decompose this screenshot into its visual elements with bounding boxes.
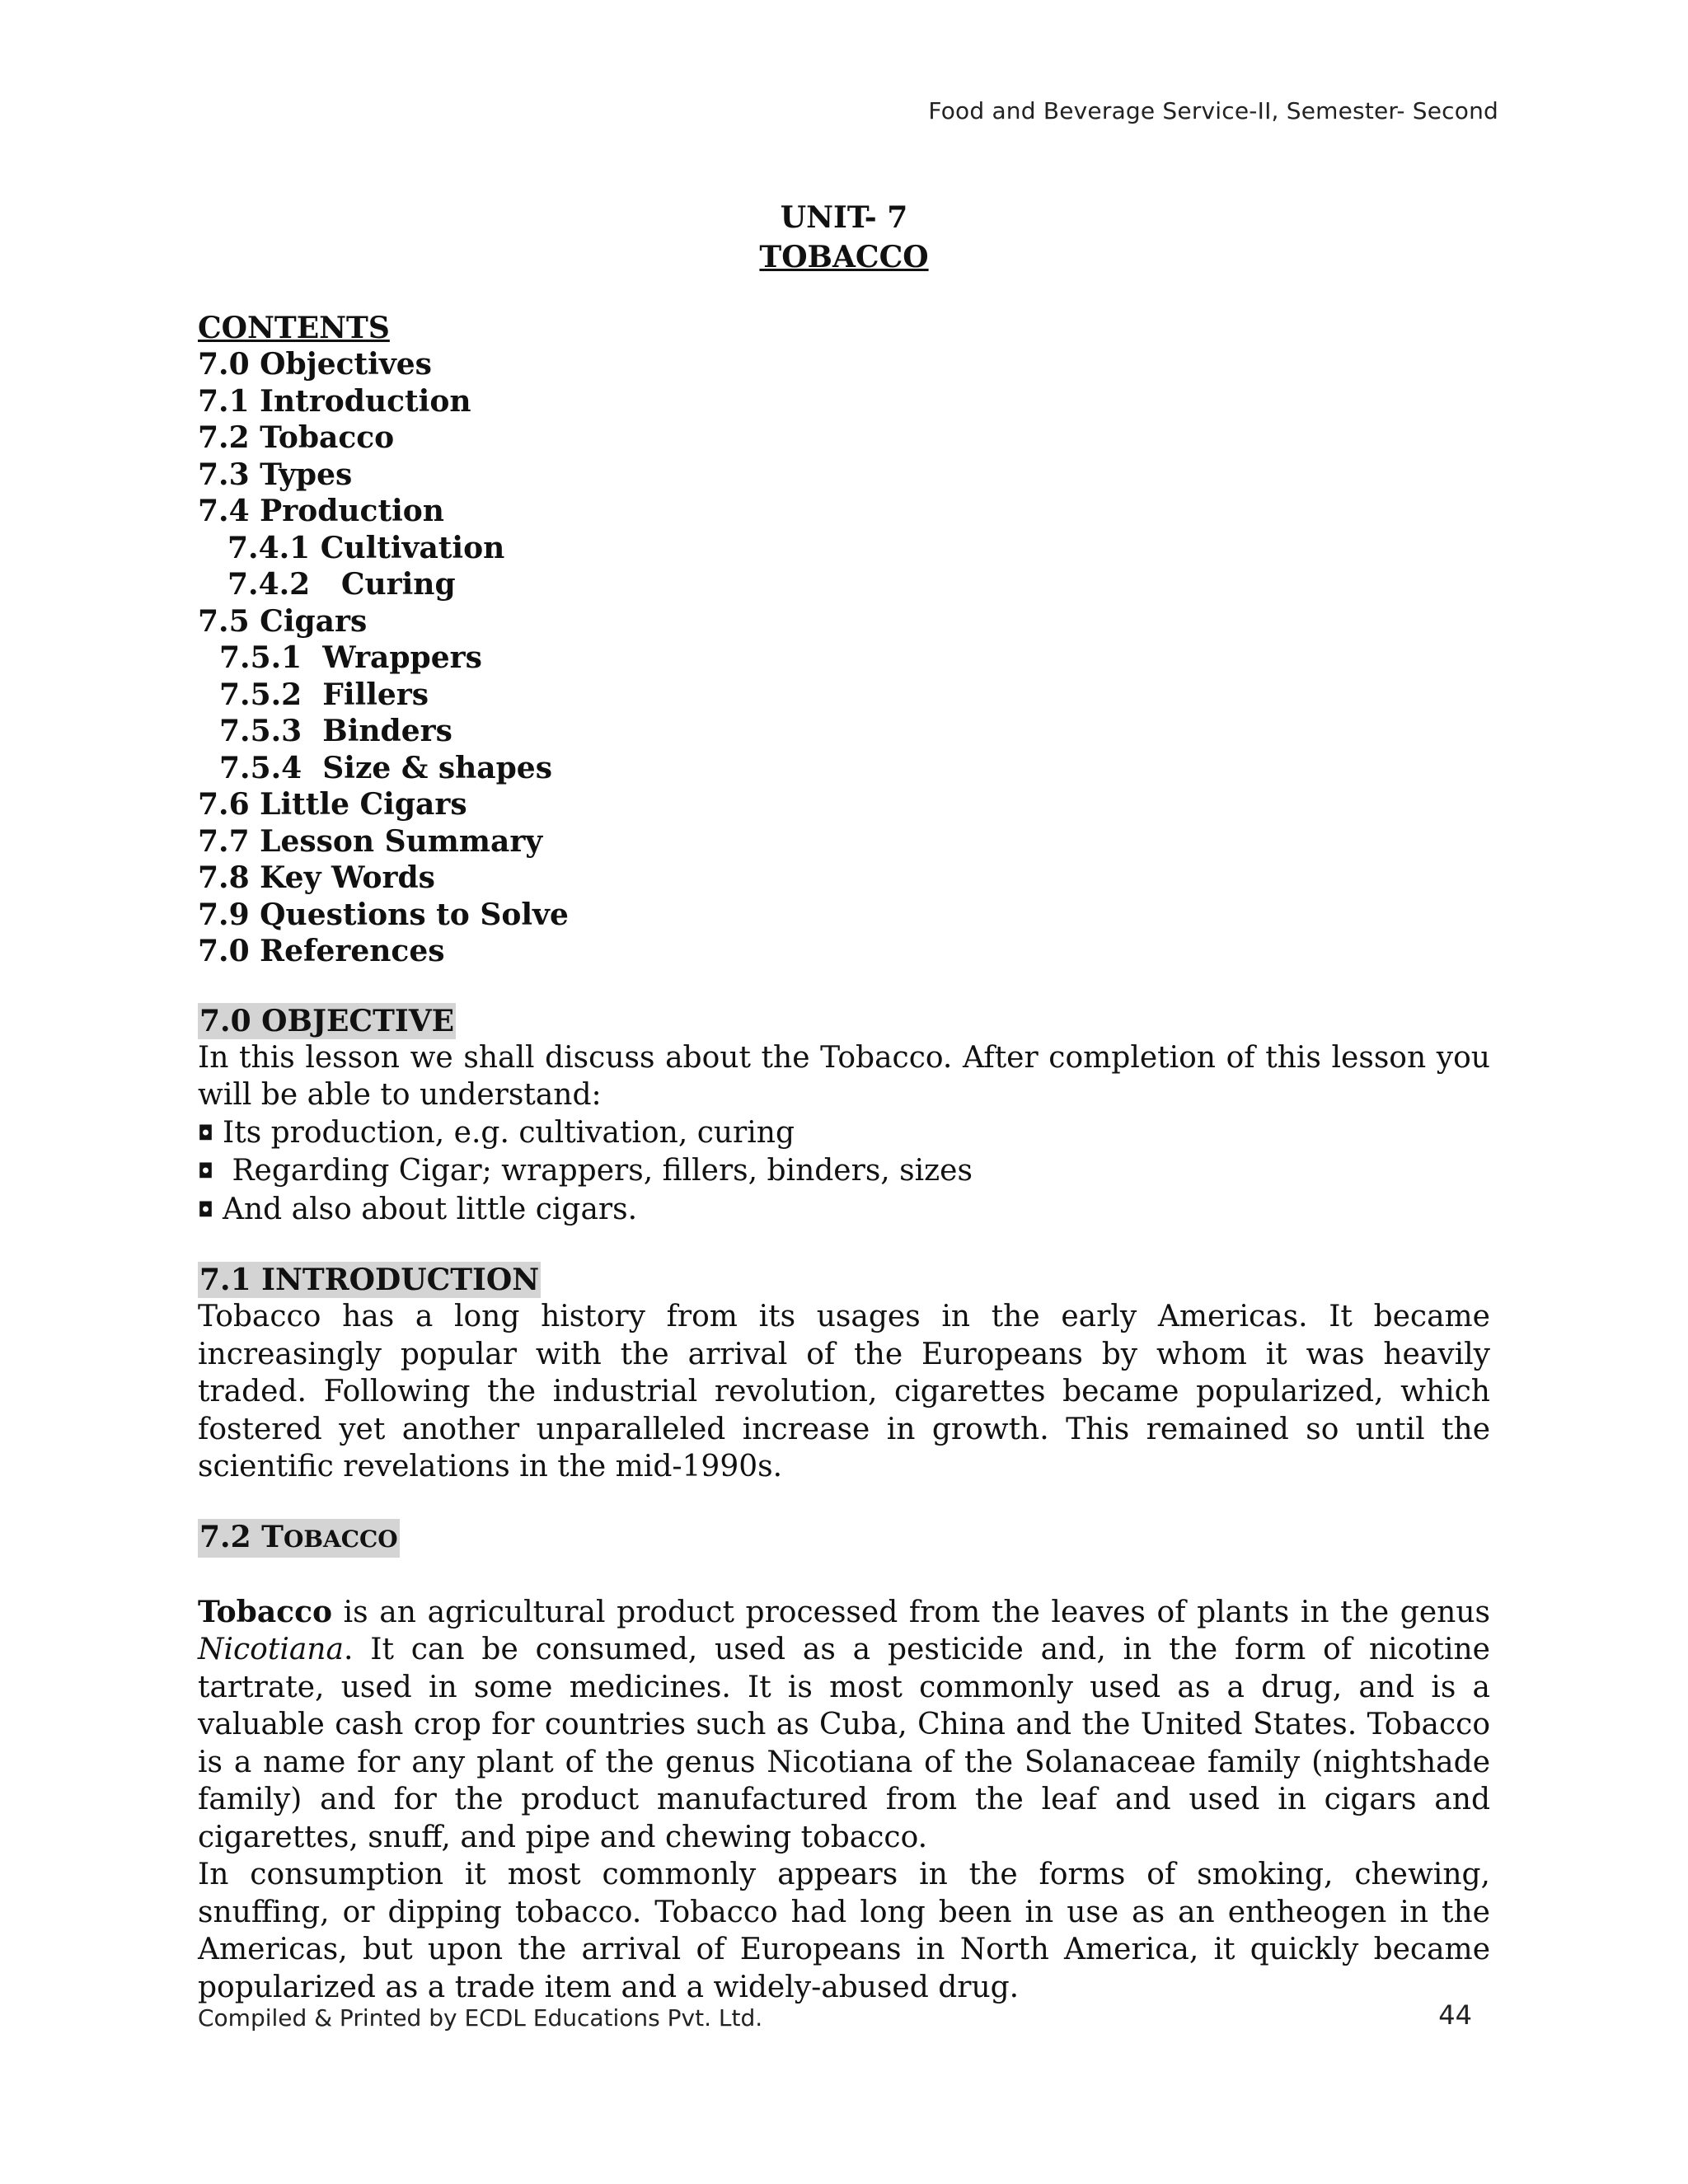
- objective-intro: In this lesson we shall discuss about the Tobacco. After completion of this lesson you will be able to understand:: [198, 1040, 1490, 1112]
- objective-bullet-item: [198, 1152, 1490, 1191]
- objective-bullet-list: [198, 1114, 1490, 1230]
- bullet-icon: ◘: [198, 1121, 213, 1145]
- contents-item: 7.0 References: [198, 934, 445, 968]
- contents-item: 7.5.4 Size & shapes: [219, 750, 552, 785]
- introduction-heading: 7.1 INTRODUCTION: [199, 1263, 540, 1297]
- contents-item: 7.5.1 Wrappers: [219, 640, 482, 675]
- page-number: 44: [1438, 1999, 1472, 2031]
- bullet-text: Its production, e.g. cultivation, curing: [223, 1115, 795, 1150]
- objective-bullet-item: [198, 1191, 1490, 1230]
- contents-item: 7.1 Introduction: [198, 383, 471, 419]
- contents-item: 7.3 Types: [198, 457, 353, 492]
- bullet-text: Regarding Cigar; wrappers, fillers, binders, sizes: [223, 1154, 973, 1188]
- tobacco-section: [198, 1519, 1490, 2007]
- introduction-paragraph: Tobacco has a long history from its usages in the early Americas. It became increasingly popular with the arrival of the Europeans by whom it was heavily traded. Following the industrial revolution, cigarettes became popularized, which fostered yet another unparalleled increase in growth. This remained so until the scientific revelations in the mid-1990s.: [198, 1300, 1490, 1483]
- unit-number: UNIT- 7: [780, 200, 908, 235]
- introduction-section: [198, 1262, 1490, 1486]
- contents-item: 7.4 Production: [198, 494, 444, 528]
- objective-section: [198, 1003, 1490, 1230]
- contents-item: 7.5.3 Binders: [219, 714, 452, 748]
- running-header: Food and Beverage Service-II, Semester- Second: [928, 97, 1498, 124]
- unit-title-block: [198, 198, 1490, 277]
- footer-publisher: Compiled & Printed by ECDL Educations Pvt. Ltd.: [198, 2004, 763, 2032]
- contents-item: 7.5.2 Fillers: [219, 677, 429, 712]
- objective-heading: 7.0 OBJECTIVE: [199, 1003, 455, 1038]
- contents-list: [198, 346, 1490, 970]
- bullet-icon: ◘: [198, 1160, 213, 1183]
- bullet-text: And also about little cigars.: [223, 1192, 638, 1226]
- bullet-icon: ◘: [198, 1197, 213, 1221]
- tobacco-paragraph-2: In consumption it most commonly appears in the forms of smoking, chewing, snuffing, or dipping tobacco. Tobacco had long been in use as an entheogen in the Americas, but upon the arrival of Europeans in North America, it quickly became popularized as a trade item and a widely-abused drug.: [198, 1858, 1490, 2004]
- page-content: [198, 198, 1490, 2006]
- contents-item: 7.2 Tobacco: [198, 420, 395, 455]
- contents-item: 7.6 Little Cigars: [198, 787, 467, 822]
- contents-item: 7.7 Lesson Summary: [198, 823, 543, 859]
- contents-item: 7.0 Objectives: [198, 347, 432, 382]
- objective-bullet-item: [198, 1114, 1490, 1153]
- contents-item: 7.9 Questions to Solve: [198, 897, 569, 932]
- tobacco-paragraph-1: Tobacco is an agricultural product processed from the leaves of plants in the genus Nicotiana. It can be consumed, used as a pesticide and, in the form of nicotine tartrate, used in some medicines. It is most commonly used as a drug, and is a valuable cash crop for countries such as Cuba, China and the United States. Tobacco is a name for any plant of the genus Nicotiana of the Solanaceae family (nightshade family) and for the product manufactured from the leaf and used in cigars and cigarettes, snuff, and pipe and chewing tobacco.: [198, 1594, 1490, 1854]
- contents-heading: CONTENTS: [198, 311, 390, 345]
- contents-item: 7.5 Cigars: [198, 603, 368, 639]
- tobacco-heading: 7.2 TOBACCO: [198, 1519, 400, 1558]
- contents-item: 7.4.2 Curing: [227, 567, 456, 602]
- contents-item: 7.4.1 Cultivation: [227, 530, 505, 565]
- unit-title: TOBACCO: [759, 240, 929, 274]
- contents-item: 7.8 Key Words: [198, 860, 435, 895]
